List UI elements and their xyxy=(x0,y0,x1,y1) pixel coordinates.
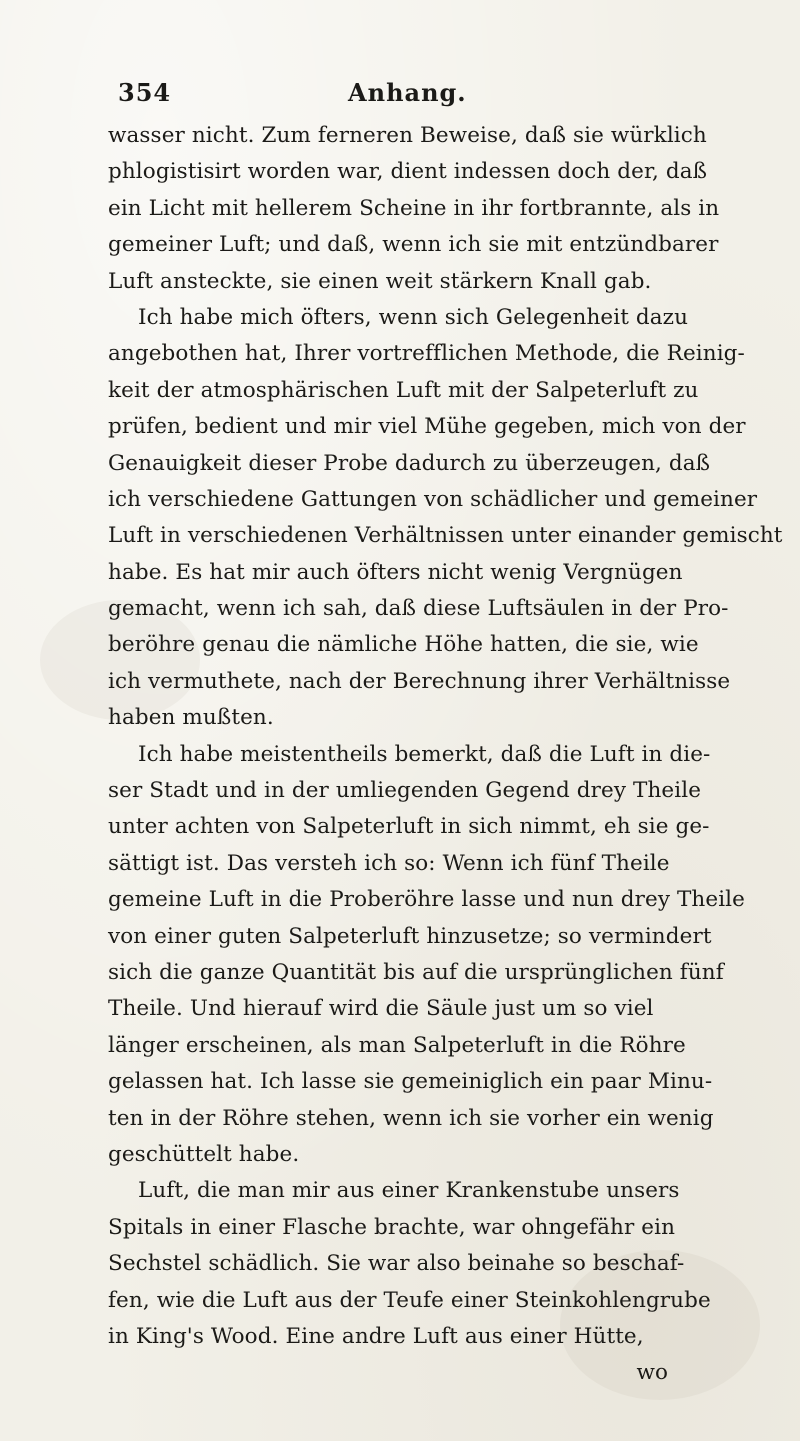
text-line: wasser nicht. Zum ferneren Beweise, daß sie würklich xyxy=(108,123,707,148)
text-line: sättigt ist. Das versteh ich so: Wenn ich fünf Theile xyxy=(108,850,670,876)
text-line: gemeine Luft in die Proberöhre lasse und nun drey Theile xyxy=(108,887,745,913)
page-number: 354 xyxy=(118,78,172,107)
page-header xyxy=(118,78,678,112)
text-line: Theile. Und hierauf wird die Säule just um so viel xyxy=(108,996,654,1022)
text-line: ich verschiedene Gattungen von schädlicher und gemeiner xyxy=(108,486,758,512)
text-line: phlogistisirt worden war, dient indessen doch der, daß xyxy=(108,159,708,185)
running-head: Anhang. xyxy=(348,78,467,107)
text-line: fen, wie die Luft aus der Teufe einer Steinkohlengrube xyxy=(108,1287,711,1313)
text-line: Luft in verschiedenen Verhältnissen unter einander gemischt xyxy=(108,523,783,549)
text-line: Ich habe mich öfters, wenn sich Gelegenheit dazu xyxy=(138,304,689,330)
text-line: unter achten von Salpeterluft in sich nimmt, eh sie ge- xyxy=(108,814,710,840)
text-line: Luft ansteckte, sie einen weit stärkern Knall gab. xyxy=(108,268,652,294)
text-line: länger erscheinen, als man Salpeterluft in die Röhre xyxy=(108,1032,686,1058)
text-line: gelassen hat. Ich lasse sie gemeiniglich ein paar Minu- xyxy=(108,1069,713,1095)
body-text xyxy=(108,118,783,1392)
text-line: Ich habe meistentheils bemerkt, daß die Luft in die- xyxy=(138,741,711,767)
text-line: Luft, die man mir aus einer Krankenstube unsers xyxy=(138,1178,680,1204)
text-line: ich vermuthete, nach der Berechnung ihrer Verhältnisse xyxy=(108,668,731,694)
text-line: von einer guten Salpeterluft hinzusetze; so vermindert xyxy=(108,923,712,949)
text-line: habe. Es hat mir auch öfters nicht wenig Vergnügen xyxy=(108,559,683,585)
text-line: keit der atmosphärischen Luft mit der Salpeterluft zu xyxy=(108,377,699,403)
text-line: ser Stadt und in der umliegenden Gegend drey Theile xyxy=(108,778,702,804)
text-line: sich die ganze Quantität bis auf die ursprünglichen fünf xyxy=(108,959,724,985)
text-line: Spitals in einer Flasche brachte, war ohngefähr ein xyxy=(108,1214,676,1240)
text-line: in King's Wood. Eine andre Luft aus einer Hütte, xyxy=(108,1323,644,1349)
text-line: gemacht, wenn ich sah, daß diese Luftsäulen in der Pro- xyxy=(108,596,729,622)
text-line: ein Licht mit hellerem Scheine in ihr fortbrannte, als in xyxy=(108,195,720,221)
text-line: geschüttelt habe. xyxy=(108,1141,300,1167)
text-line: Genauigkeit dieser Probe dadurch zu überzeugen, daß xyxy=(108,450,711,476)
text-line: prüfen, bedient und mir viel Mühe gegeben, mich von der xyxy=(108,414,746,440)
catchword: wo xyxy=(636,1360,668,1386)
text-line: beröhre genau die nämliche Höhe hatten, die sie, wie xyxy=(108,632,699,658)
text-line: haben mußten. xyxy=(108,705,274,731)
text-line: ten in der Röhre stehen, wenn ich sie vorher ein wenig xyxy=(108,1105,714,1131)
text-line: angebothen hat, Ihrer vortrefflichen Methode, die Reinig- xyxy=(108,341,745,367)
text-line: Sechstel schädlich. Sie war also beinahe so beschaf- xyxy=(108,1251,685,1277)
text-line: gemeiner Luft; und daß, wenn ich sie mit entzündbarer xyxy=(108,232,719,258)
